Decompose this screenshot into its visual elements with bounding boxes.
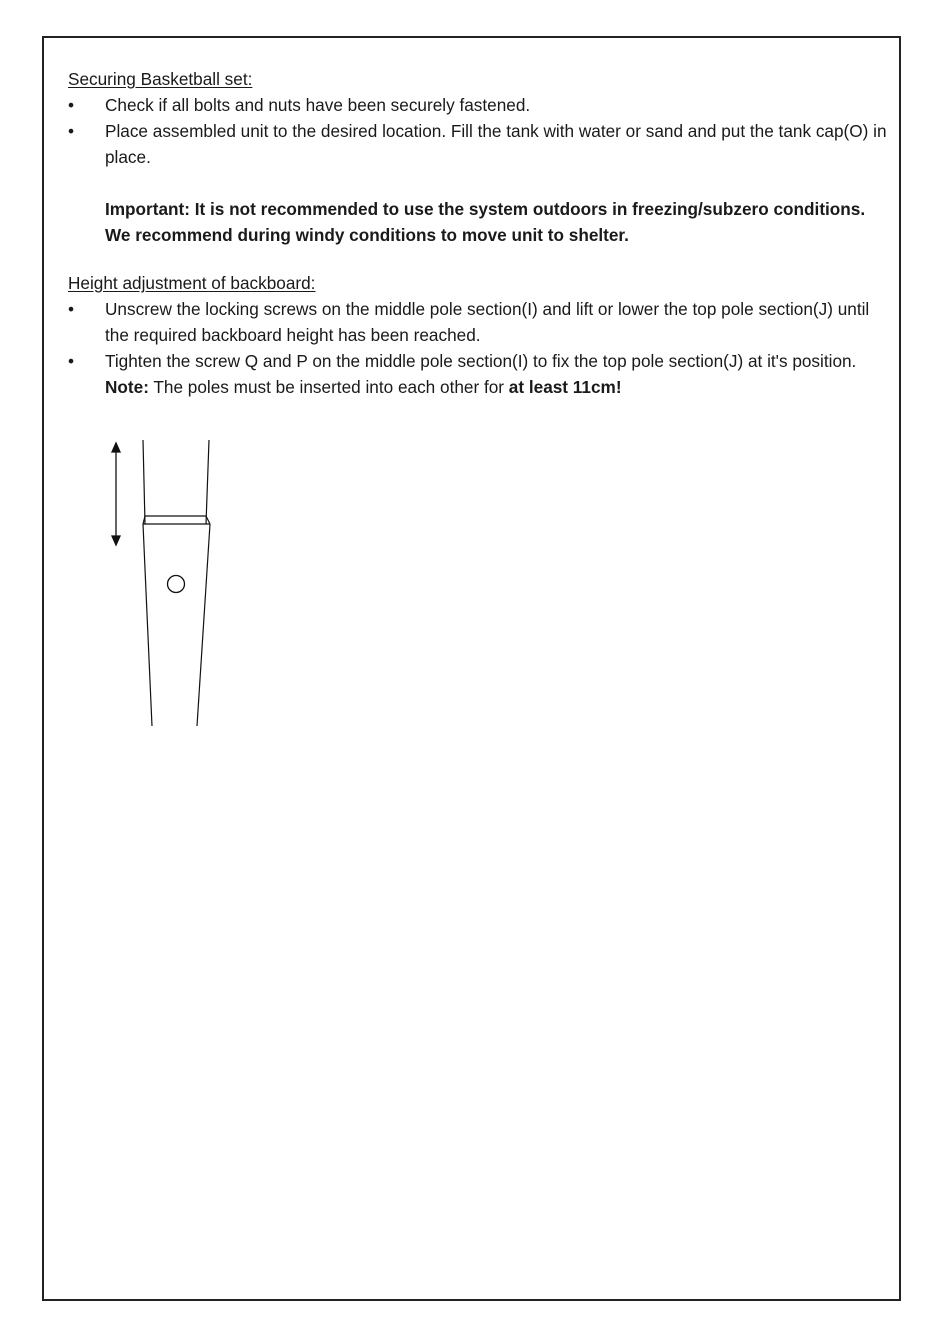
double-arrow-icon	[112, 443, 120, 545]
bullet-dot: •	[68, 299, 75, 319]
bullet-dot: •	[68, 95, 75, 115]
securing-heading: Securing Basketball set:	[68, 69, 253, 89]
list-item	[68, 92, 888, 118]
height-bullet-list	[68, 296, 888, 374]
bullet-dot: •	[68, 351, 75, 371]
bullet-text: Place assembled unit to the desired location. Fill the tank with water or sand and put the tank cap(O) in place.	[105, 121, 887, 167]
bullet-text: Check if all bolts and nuts have been securely fastened.	[105, 95, 531, 115]
list-item	[68, 296, 888, 348]
list-item	[68, 348, 888, 374]
middle-pole-section	[143, 516, 210, 726]
note-line	[105, 374, 888, 400]
pole-adjustment-diagram	[100, 432, 230, 732]
note-text: The poles must be inserted into each other for	[148, 377, 509, 397]
note-emphasis: at least 11cm!	[508, 377, 622, 397]
bullet-dot: •	[68, 121, 75, 141]
securing-bullet-list	[68, 92, 888, 170]
height-heading: Height adjustment of backboard:	[68, 273, 316, 293]
screw-hole-icon	[168, 576, 185, 593]
height-adjustment-section	[68, 270, 888, 400]
bullet-text: Unscrew the locking screws on the middle pole section(I) and lift or lower the top pole section(J) until the required backboard height has been reached.	[105, 299, 870, 345]
top-pole-section	[143, 440, 209, 524]
list-item	[68, 118, 888, 170]
note-label: Note:	[105, 377, 149, 397]
document-content	[68, 66, 888, 400]
important-warning: Important: It is not recommended to use the system outdoors in freezing/subzero conditions. We recommend during windy conditions to move unit to shelter.	[105, 199, 866, 245]
bullet-text: Tighten the screw Q and P on the middle pole section(I) to fix the top pole section(J) at it's position.	[105, 351, 857, 371]
